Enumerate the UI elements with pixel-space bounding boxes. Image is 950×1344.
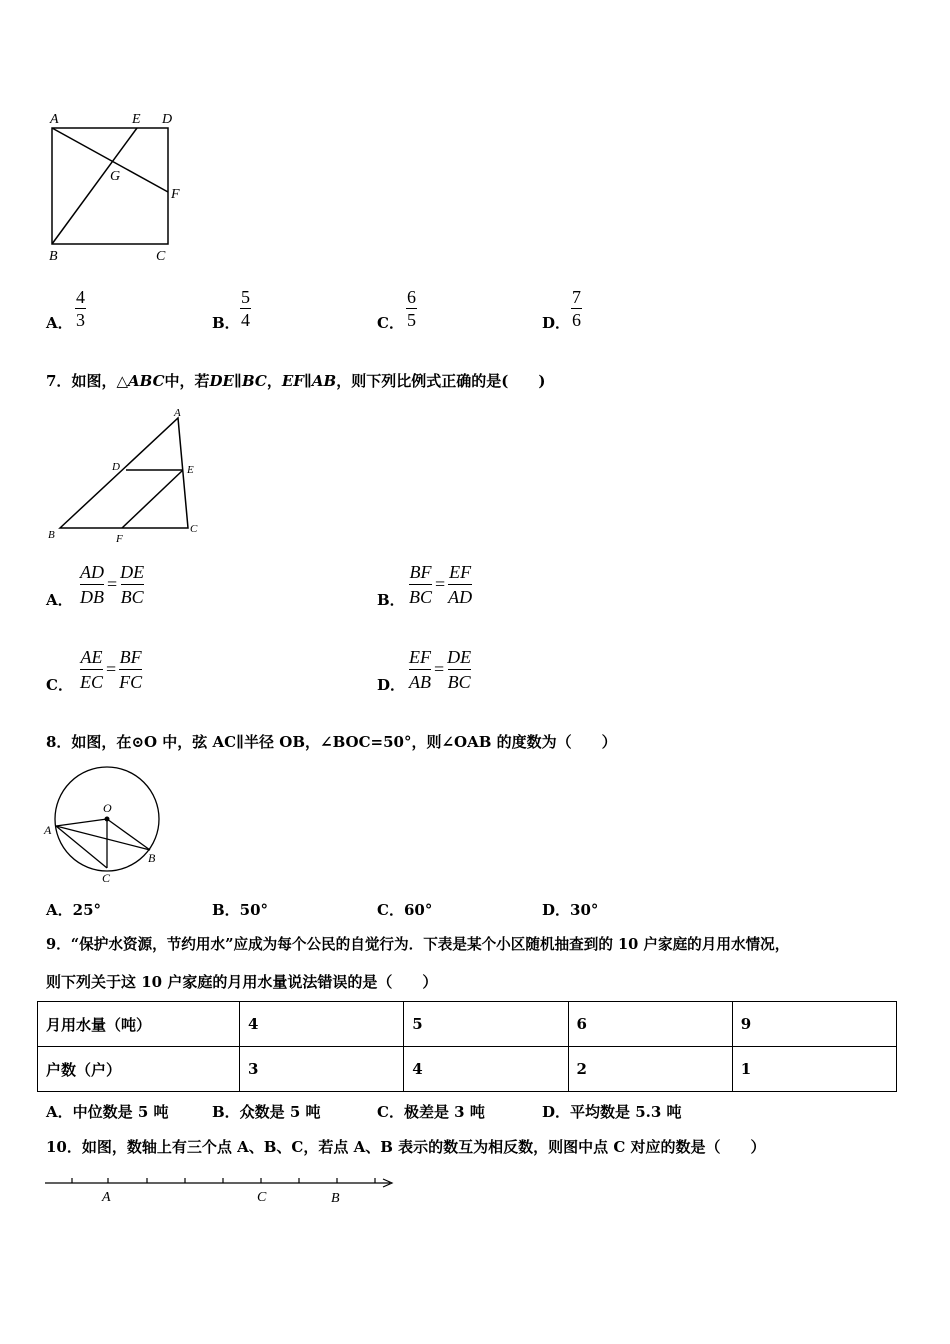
q7-label-d: D [112,461,120,473]
q7-label-f: F [116,533,123,545]
q6-option-d-letter[interactable]: D． [542,314,571,332]
q7-option-c-ratio: $\frac{AE}{EC}$ = $\frac{BF}{FC}$ [80,647,143,692]
table-cell: 2 [568,1047,732,1092]
q9-option-a[interactable]: A．中位数是 5 吨 [46,1103,169,1121]
q10-number-line [40,1165,410,1215]
q7-question: 7．如图，△ABC中，若DE∥BC，EF∥AB，则下列比例式正确的是( ) [46,372,546,390]
q8-label-c: C [102,871,111,885]
q6-label-e: E [132,112,141,127]
q7-option-c-letter[interactable]: C． [46,676,73,694]
q7-label-c: C [190,523,198,535]
table-cell: 9 [732,1002,896,1047]
q6-label-b: B [49,249,58,264]
q8-label-b: B [148,851,156,865]
q6-option-a-fraction: $\frac{4}{3}$ [76,287,85,330]
q10-label-c: C [257,1190,267,1205]
q6-label-d: D [162,112,173,127]
q8-option-b[interactable]: B．50° [212,901,269,919]
q7-option-b-ratio: $\frac{BF}{BC}$ = $\frac{EF}{AD}$ [409,562,473,607]
q9-option-d[interactable]: D．平均数是 5.3 吨 [542,1103,682,1121]
q10-label-b: B [331,1191,340,1206]
table-row [38,1002,897,1047]
q8-line-oa [56,819,107,826]
q8-option-d[interactable]: D．30° [542,901,599,919]
q6-label-c: C [156,249,166,264]
table-cell: 户数（户） [38,1047,240,1092]
q7-figure [40,400,210,550]
table-cell: 月用水量（吨） [38,1002,240,1047]
q6-option-d-fraction: $\frac{7}{6}$ [572,287,581,330]
q10-label-a: A [102,1190,111,1205]
q8-question: 8．如图，在⊙O 中，弦 AC∥半径 OB，∠BOC=50°，则∠OAB 的度数为（ ） [46,733,617,751]
q9-water-table [37,1001,897,1092]
q10-question: 10．如图，数轴上有三个点 A、B、C，若点 A、B 表示的数互为相反数，则图中点 C 对应的数是（ ） [46,1138,766,1156]
table-cell: 4 [404,1047,568,1092]
q7-option-d-ratio: $\frac{EF}{AB}$ = $\frac{DE}{BC}$ [409,647,472,692]
q7-label-e: E [187,464,194,476]
q8-label-a: A [44,823,52,837]
q8-radius-ob [107,819,150,850]
q7-option-b-letter[interactable]: B． [377,591,405,609]
table-cell: 3 [240,1047,404,1092]
q6-option-a-letter[interactable]: A． [46,314,73,332]
q7-option-a-ratio: $\frac{AD}{DB}$ = $\frac{DE}{BC}$ [80,562,145,607]
table-cell: 4 [240,1002,404,1047]
q7-triangle [60,418,188,528]
q6-option-c-letter[interactable]: C． [377,314,404,332]
q7-option-a-letter[interactable]: A． [46,591,73,609]
q8-label-o: O [103,801,112,815]
q8-option-a[interactable]: A．25° [46,901,102,919]
q6-label-a: A [50,112,59,127]
table-row [38,1047,897,1092]
q6-label-f: F [171,187,180,202]
q7-line-ef [122,470,183,528]
q8-figure [40,758,170,888]
q7-label-a: A [174,407,181,419]
q6-option-b-letter[interactable]: B． [212,314,240,332]
q9-option-c[interactable]: C．极差是 3 吨 [377,1103,485,1121]
q6-line-be [52,128,137,244]
q9-option-b[interactable]: B．众数是 5 吨 [212,1103,321,1121]
table-cell: 6 [568,1002,732,1047]
q6-label-g: G [110,169,121,184]
q7-label-b: B [48,529,55,541]
q6-figure [40,108,200,268]
q6-square [52,128,168,244]
q9-question-line2: 则下列关于这 10 户家庭的月用水量说法错误的是（ ） [46,973,438,991]
q6-option-c-fraction: $\frac{6}{5}$ [407,287,416,330]
table-cell: 5 [404,1002,568,1047]
table-cell: 1 [732,1047,896,1092]
q8-option-c[interactable]: C．60° [377,901,433,919]
q7-option-d-letter[interactable]: D． [377,676,406,694]
q8-center-point [105,817,110,822]
q9-question-line1: 9．“保护水资源，节约用水”应成为每个公民的自觉行为．下表是某个小区随机抽查到的 10 户家庭的月用水情况， [46,936,790,953]
q6-option-b-fraction: $\frac{5}{4}$ [241,287,250,330]
